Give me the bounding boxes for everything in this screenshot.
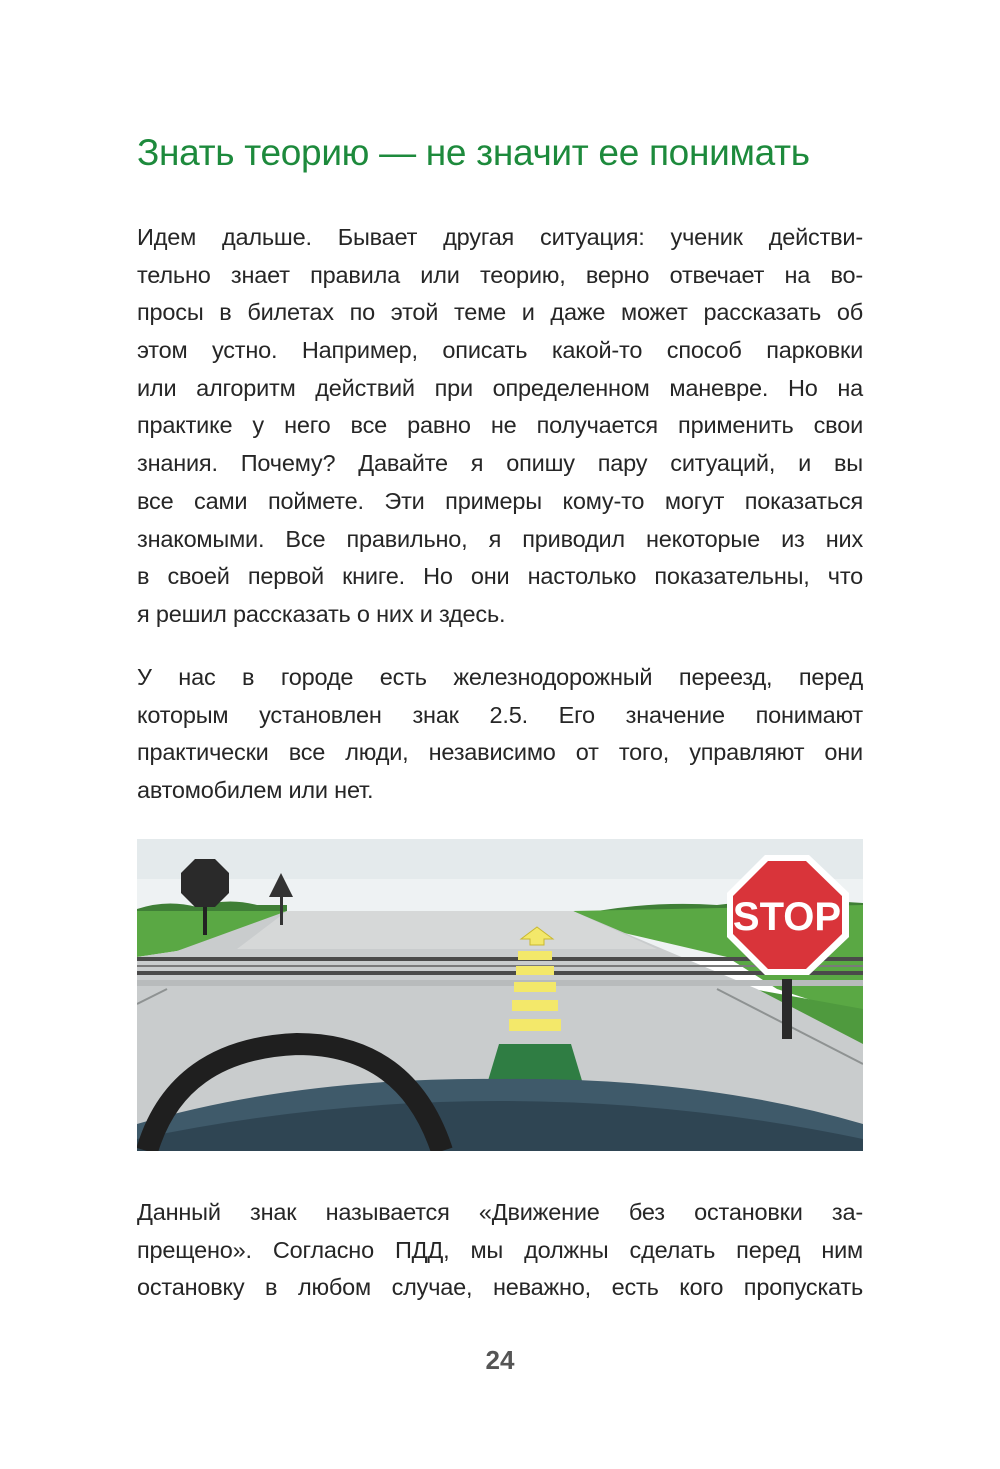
text-line: прещено». Согласно ПДД, мы должны сделать перед ним — [137, 1236, 863, 1263]
section-title: Знать теорию — не значит ее понимать — [137, 132, 810, 173]
arrow-stripe — [512, 1000, 558, 1011]
text-line: Идем дальше. Бывает другая ситуация: ученик действи- — [137, 224, 863, 250]
stop-sign-post — [782, 979, 792, 1039]
paragraph-3 — [137, 1194, 863, 1307]
text-line: все сами поймете. Эти примеры кому-то могут показаться — [137, 487, 863, 514]
small-stop-sign-back — [181, 859, 229, 907]
text-line: остановку в любом случае, неважно, есть кого пропускать — [137, 1274, 863, 1301]
railroad-crossing-illustration — [137, 839, 863, 1151]
rail-bed — [137, 980, 863, 986]
arrow-stripe — [509, 1019, 561, 1031]
text-line: У нас в городе есть железнодорожный переезд, перед — [137, 664, 863, 690]
rail-2 — [137, 971, 863, 975]
text-line: тельно знает правила или теорию, верно отвечает на во- — [137, 261, 863, 288]
text-line: практике у него все равно не получается применить свои — [137, 412, 863, 439]
triangle-sign-post — [280, 895, 283, 925]
arrow-stripe — [514, 982, 556, 992]
text-line: в своей первой книге. Но они настолько показательны, что — [137, 563, 863, 590]
paragraph-2 — [137, 659, 863, 810]
text-line: автомобилем или нет. — [137, 777, 374, 804]
page-number: 24 — [485, 1345, 515, 1375]
text-line: знакомыми. Все правильно, я приводил некоторые из них — [137, 525, 863, 552]
text-line: практически все люди, независимо от того, управляют они — [137, 739, 863, 766]
text-line: знания. Почему? Давайте я опишу пару ситуаций, и вы — [137, 450, 863, 477]
text-line: я решил рассказать о них и здесь. — [137, 600, 506, 627]
paragraph-1 — [137, 219, 863, 634]
text-line: которым установлен знак 2.5. Его значение понимают — [137, 701, 863, 728]
stop-sign-text: STOP — [732, 895, 842, 939]
rail-tie — [137, 965, 863, 967]
arrow-stripe — [518, 951, 552, 960]
text-line: или алгоритм действий при определенном маневре. Но на — [137, 374, 863, 401]
text-line: просы в билетах по этой теме и даже может рассказать об — [137, 299, 863, 326]
illustration-svg — [137, 839, 863, 1151]
arrow-stripe — [516, 966, 554, 975]
text-line: этом устно. Например, описать какой-то способ парковки — [137, 337, 863, 364]
arrow-base — [487, 1044, 583, 1084]
text-line: Данный знак называется «Движение без остановки за- — [137, 1199, 863, 1225]
